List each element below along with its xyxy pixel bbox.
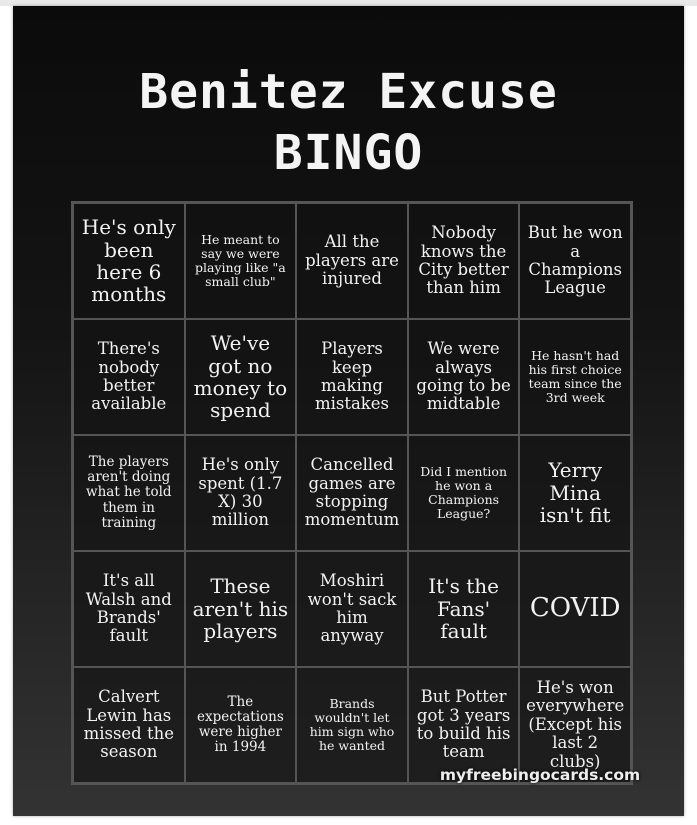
bingo-cell[interactable]: But he won a Champions League xyxy=(519,203,631,319)
bingo-cell[interactable]: Nobody knows the City better than him xyxy=(408,203,520,319)
card-subtitle: BINGO xyxy=(273,125,424,181)
bingo-cell[interactable]: He hasn't had his first choice team since the 3rd week xyxy=(519,319,631,435)
bingo-cell[interactable]: Moshiri won't sack him anyway xyxy=(296,551,408,667)
bingo-cell[interactable]: We've got no money to spend xyxy=(185,319,297,435)
bingo-cell[interactable]: Yerry Mina isn't fit xyxy=(519,435,631,551)
bingo-card xyxy=(13,6,684,816)
bingo-cell[interactable]: COVID xyxy=(519,551,631,667)
bingo-cell[interactable]: But Potter got 3 years to build his team xyxy=(408,667,520,783)
bingo-cell[interactable]: He's only spent (1.7 X) 30 million xyxy=(185,435,297,551)
bingo-cell[interactable]: Brands wouldn't let him sign who he wanted xyxy=(296,667,408,783)
bingo-cell[interactable]: He's only been here 6 months xyxy=(73,203,185,319)
bingo-cell[interactable]: We were always going to be midtable xyxy=(408,319,520,435)
bingo-cell[interactable]: Cancelled games are stopping momentum xyxy=(296,435,408,551)
bingo-grid xyxy=(71,201,633,785)
card-title: Benitez Excuse xyxy=(139,64,558,120)
bingo-cell[interactable]: It's the Fans' fault xyxy=(408,551,520,667)
bingo-cell[interactable]: It's all Walsh and Brands' fault xyxy=(73,551,185,667)
bingo-cell[interactable]: There's nobody better available xyxy=(73,319,185,435)
bingo-cell[interactable]: These aren't his players xyxy=(185,551,297,667)
bingo-cell[interactable]: Players keep making mistakes xyxy=(296,319,408,435)
bingo-cell[interactable]: The expectations were higher in 1994 xyxy=(185,667,297,783)
bingo-cell[interactable]: He meant to say we were playing like "a small club" xyxy=(185,203,297,319)
bingo-cell[interactable]: He's won everywhere (Except his last 2 clubs) xyxy=(519,667,631,783)
bingo-cell[interactable]: Calvert Lewin has missed the season xyxy=(73,667,185,783)
bingo-cell[interactable]: The players aren't doing what he told them in training xyxy=(73,435,185,551)
bingo-cell[interactable]: Did I mention he won a Champions League? xyxy=(408,435,520,551)
watermark: myfreebingocards.com xyxy=(439,766,641,784)
bingo-cell[interactable]: All the players are injured xyxy=(296,203,408,319)
